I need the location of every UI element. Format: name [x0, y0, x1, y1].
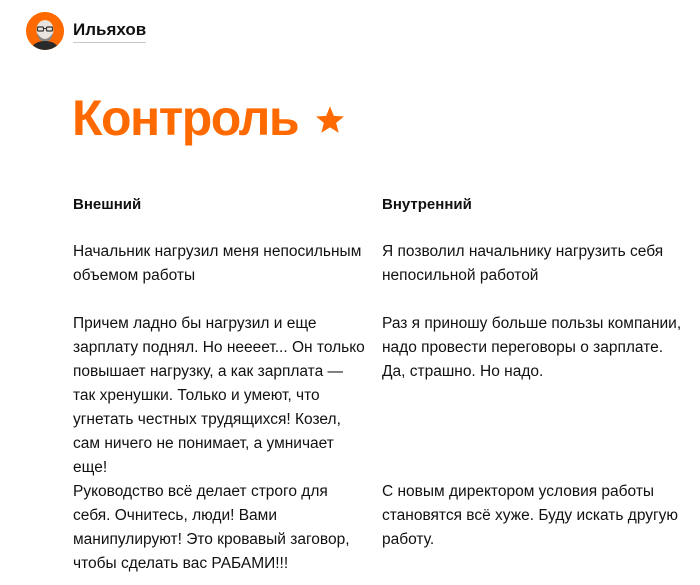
column-external: [73, 194, 368, 572]
paragraph: С новым директором условия работы становятся всё хуже. Буду искать другую работу.: [382, 483, 679, 548]
paragraph: Руководство всё делает строго для себя. Очнитесь, люди! Вами манипулируют! Это кровавый заговор, чтобы сделать вас РАБАМИ!!!: [73, 483, 350, 572]
paragraph: Начальник нагрузил меня непосильным объемом работы: [73, 243, 362, 284]
paragraph: Я позволил начальнику нагрузить себя непосильной работой: [382, 243, 664, 284]
avatar-portrait-icon[interactable]: [26, 12, 64, 50]
page-title: Контроль: [72, 90, 299, 146]
column-internal: [382, 194, 687, 548]
star-icon: [314, 104, 346, 136]
column-heading-external: Внешний: [73, 196, 142, 213]
column-heading-internal: Внутренний: [382, 196, 472, 213]
paragraph: Причем ладно бы нагрузил и еще зарплату поднял. Но нееeет... Он только повышает нагрузку, а как зарплата — так хренушки. Только и умеют, что угнетать честных трудящихся! Козел, сам ничего не понимает, а умничает еще!: [73, 315, 365, 476]
site-header: [26, 12, 146, 50]
site-name-link[interactable]: Ильяхов: [73, 20, 146, 43]
paragraph: Раз я приношу больше пользы компании, надо провести переговоры о зарплате. Да, страшно. Но надо.: [382, 315, 682, 380]
title-row: [72, 88, 346, 148]
